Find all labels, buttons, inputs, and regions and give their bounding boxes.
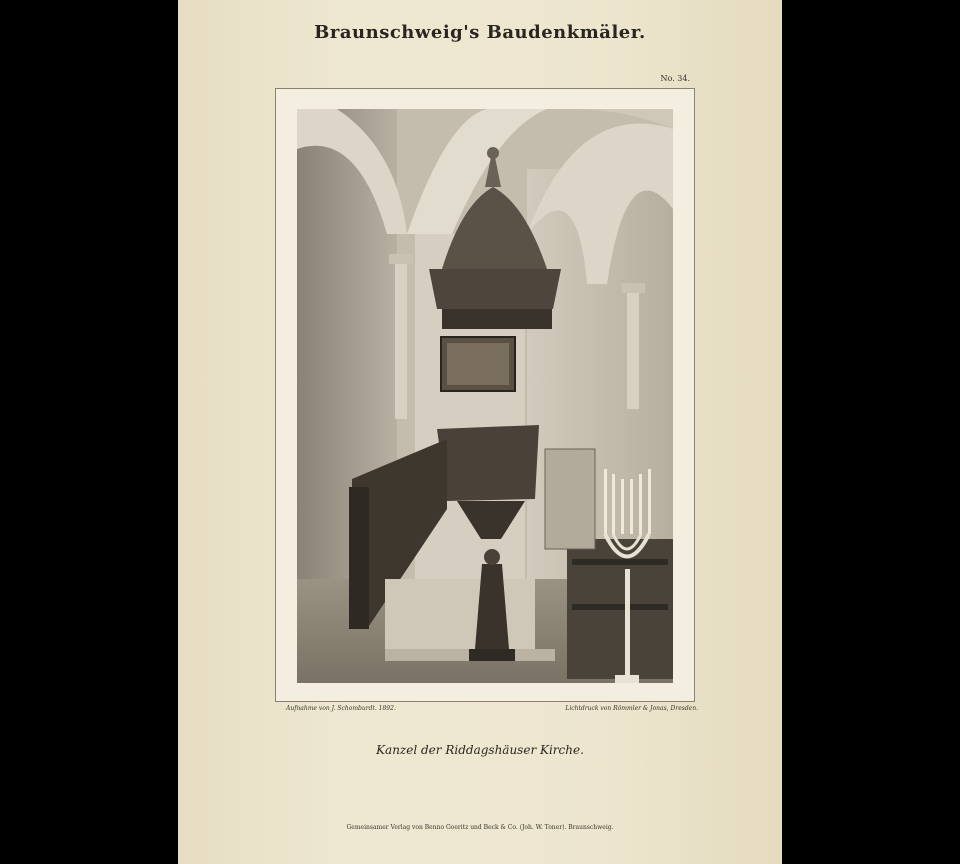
book-page bbox=[178, 0, 782, 864]
print-credit: Lichtdruck von Römmler & Jonas, Dresden. bbox=[565, 705, 698, 712]
plate-number: No. 34. bbox=[660, 74, 690, 83]
pulpit-photograph bbox=[297, 109, 673, 683]
plate-caption: Kanzel der Riddagshäuser Kirche. bbox=[376, 743, 584, 757]
page-title: Braunschweig's Baudenkmäler. bbox=[314, 22, 646, 43]
publisher-line: Gemeinsamer Verlag von Benno Goeritz und Beck & Co. (Joh. W. Toner). Braunschweig. bbox=[346, 824, 614, 831]
photo-credit: Aufnahme von J. Schomburdt. 1892. bbox=[286, 705, 396, 712]
photo-mount bbox=[275, 88, 695, 702]
